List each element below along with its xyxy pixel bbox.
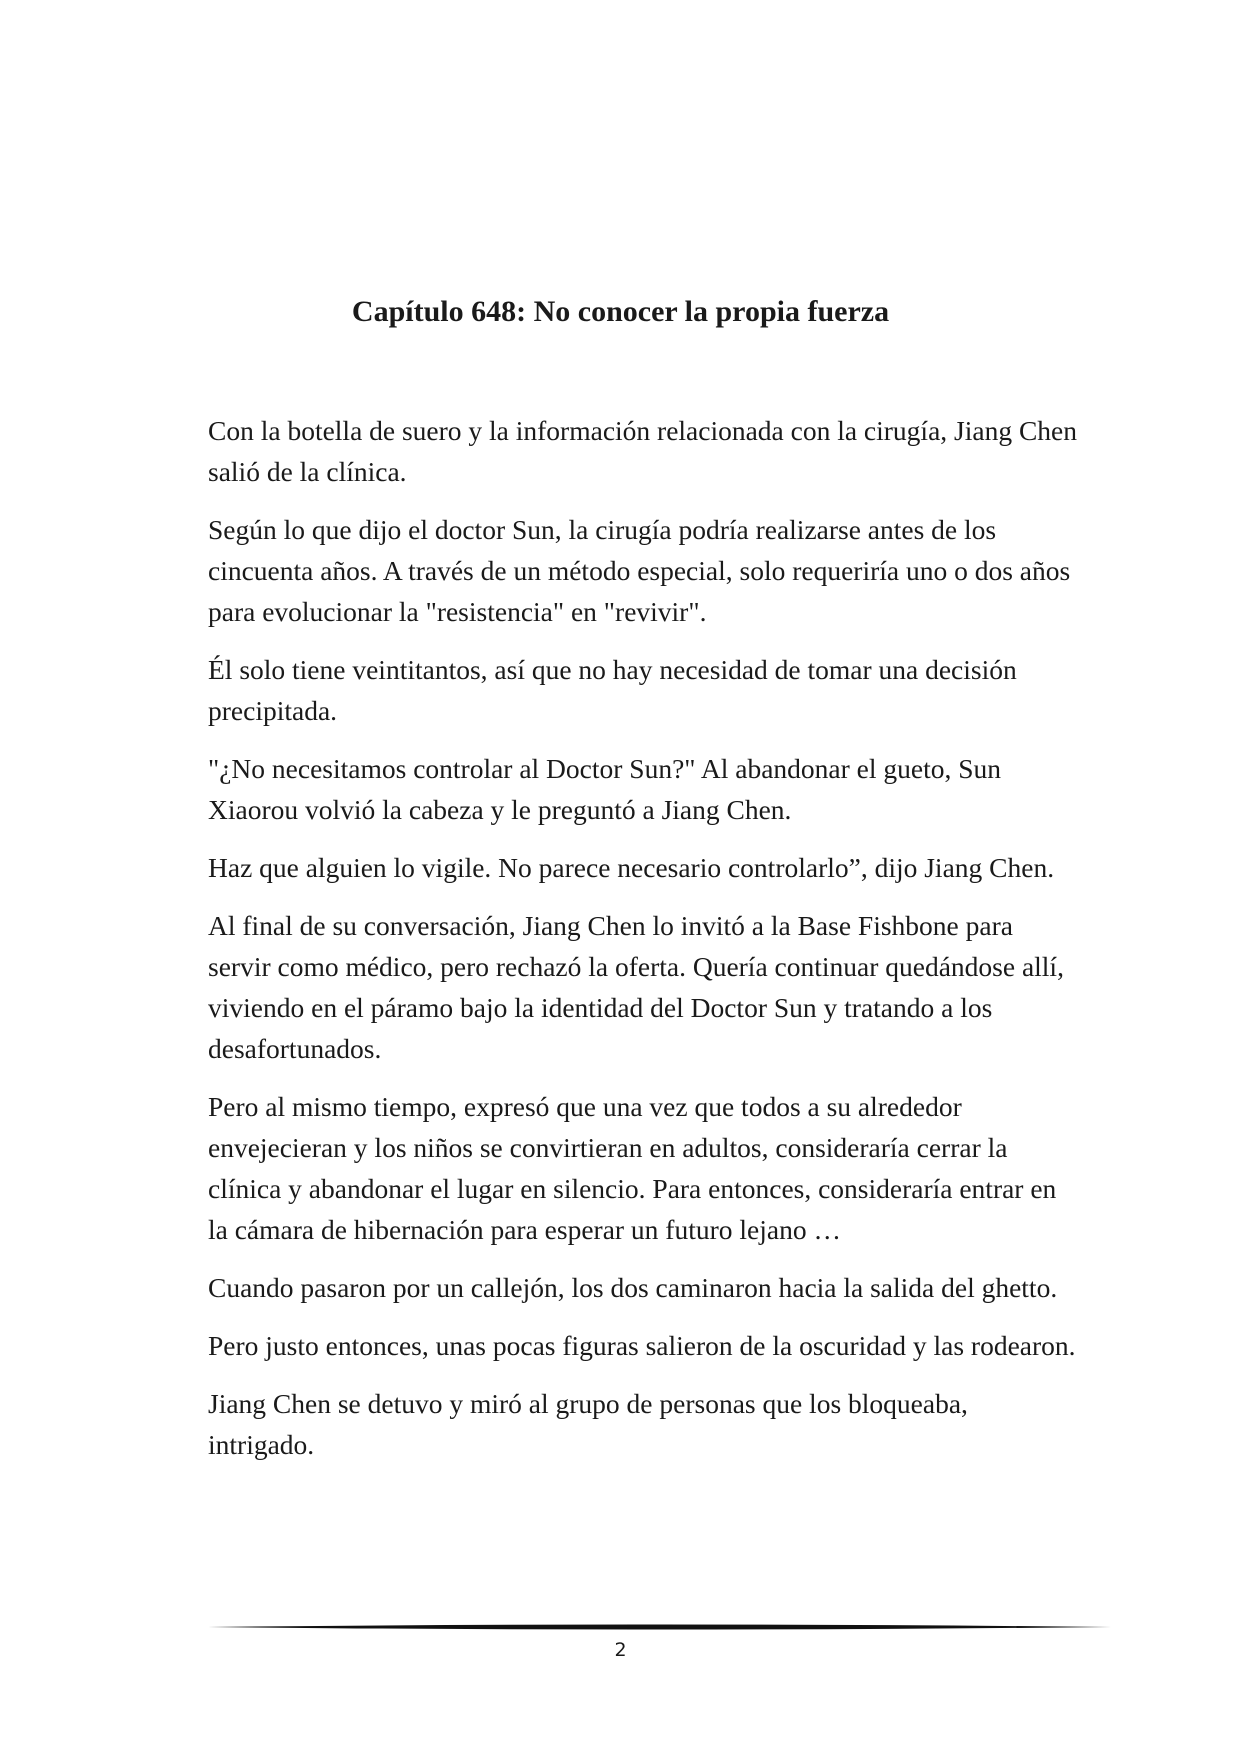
paragraph: Haz que alguien lo vigile. No parece necesario controlarlo”, dijo Jiang Chen. [208, 852, 1055, 883]
paragraph: Cuando pasaron por un callejón, los dos caminaron hacia la salida del ghetto. [208, 1272, 1058, 1303]
footer-divider-shape [208, 1625, 1111, 1630]
paragraph: Pero justo entonces, unas pocas figuras salieron de la oscuridad y las rodearon. [208, 1330, 1076, 1361]
paragraph: "¿No necesitamos controlar al Doctor Sun?" Al abandonar el gueto, Sun Xiaorou volvió la cabeza y le preguntó a Jiang Chen. [208, 753, 1002, 825]
paragraph: Con la botella de suero y la información relacionada con la cirugía, Jiang Chen salió de la clínica. [208, 415, 1078, 487]
paragraph: Pero al mismo tiempo, expresó que una vez que todos a su alrededor envejecieran y los niños se convirtieran en adultos, consideraría cerrar la clínica y abandonar el lugar en silencio. Para entonces, consideraría entrar en la cámara de hibernación para esperar un futuro lejano … [208, 1091, 1057, 1245]
paragraph: Al final de su conversación, Jiang Chen lo invitó a la Base Fishbone para servir como médico, pero rechazó la oferta. Quería continuar quedándose allí, viviendo en el páramo bajo la identidad del Doctor Sun y tratando a los desafortunados. [208, 910, 1064, 1064]
page-number: 2 [614, 1639, 627, 1661]
paragraph: Él solo tiene veintitantos, así que no hay necesidad de tomar una decisión precipitada. [208, 654, 1017, 726]
footer-divider [208, 1621, 1111, 1633]
paragraph: Según lo que dijo el doctor Sun, la cirugía podría realizarse antes de los cincuenta años. A través de un método especial, solo requeriría uno o dos años para evolucionar la "resistencia" en "revivir". [208, 514, 1071, 627]
paragraph: Jiang Chen se detuvo y miró al grupo de personas que los bloqueaba, intrigado. [208, 1388, 968, 1460]
chapter-title: Capítulo 648: No conocer la propia fuerza [351, 295, 890, 328]
chapter-body [208, 410, 1078, 1482]
